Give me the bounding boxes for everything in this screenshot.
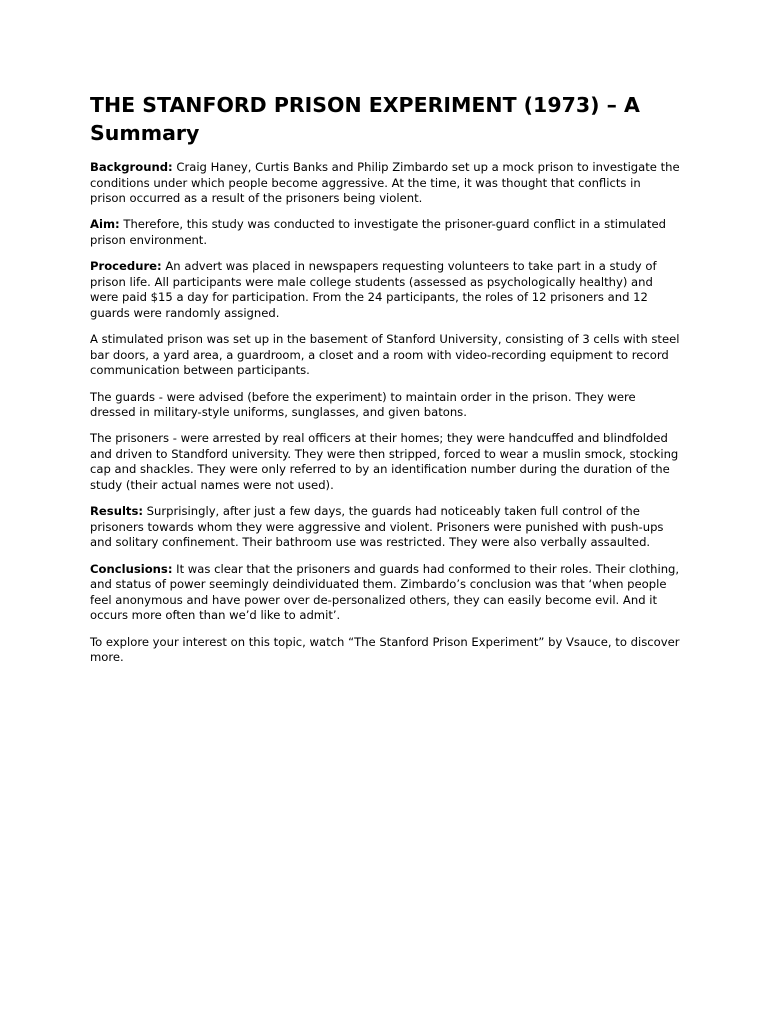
paragraph-prisoners xyxy=(90,431,680,493)
paragraph-results xyxy=(90,504,680,551)
paragraph-text: A stimulated prison was set up in the basement of Stanford University, consisting of 3 cells with steel bar doors, a yard area, a guardroom, a closet and a room with video-recording equipment to record communication between participants. xyxy=(90,332,680,378)
paragraph-text: Therefore, this study was conducted to investigate the prisoner-guard conflict in a stimulated prison environment. xyxy=(90,217,666,247)
paragraph-label: Background: xyxy=(90,160,173,174)
paragraph-label: Results: xyxy=(90,504,143,519)
paragraph-label: Aim: xyxy=(90,217,120,232)
paragraph-label: Procedure: xyxy=(90,259,162,274)
paragraph-aim xyxy=(90,217,680,248)
paragraph-label: Conclusions: xyxy=(90,561,173,576)
paragraph-prison-setup xyxy=(90,332,680,379)
paragraph-text: An advert was placed in newspapers requesting volunteers to take part in a study of prison life. All participants were male college students (assessed as psychologically healthy) and were paid $15 a day for participation. From the 24 participants, the roles of 12 prisoners and 12 guards were randomly assigned. xyxy=(90,259,657,320)
paragraph-guards xyxy=(90,390,680,421)
paragraph-text: Craig Haney, Curtis Banks and Philip Zimbardo set up a mock prison to investigate the conditions under which people become aggressive. At the time, it was thought that conflicts in prison occurred as a result of the prisoners being violent. xyxy=(90,160,680,206)
document-title: THE STANFORD PRISON EXPERIMENT (1973) – A Summary xyxy=(90,93,640,145)
paragraph-background xyxy=(90,160,680,207)
paragraph-text: The prisoners - were arrested by real officers at their homes; they were handcuffed and blindfolded and driven to Standford university. They were then stripped, forced to wear a muslin smock, stocking cap and shackles. They were only referred to by an identification number during the duration of the study (their actual names were not used). xyxy=(90,431,679,493)
paragraph-text: To explore your interest on this topic, watch “The Stanford Prison Experiment” by Vsauce, to discover more. xyxy=(90,634,680,665)
paragraph-procedure xyxy=(90,259,680,321)
paragraph-conclusions xyxy=(90,562,680,624)
paragraph-further-reading xyxy=(90,635,680,666)
paragraph-text: It was clear that the prisoners and guards had conformed to their roles. Their clothing, and status of power seemingly deindividuated them. Zimbardo’s conclusion was that ‘when people feel anonymous and have power over de-personalized others, they can easily become evil. And it occurs more often than we’d like to admit’. xyxy=(90,561,680,623)
paragraph-text: Surprisingly, after just a few days, the guards had noticeably taken full control of the prisoners towards whom they were aggressive and violent. Prisoners were punished with push-ups and solitary confinement. Their bathroom use was restricted. They were also verbally assaulted. xyxy=(90,504,664,550)
document-page xyxy=(90,91,680,676)
paragraph-text: The guards - were advised (before the experiment) to maintain order in the prison. They were dressed in military-style uniforms, sunglasses, and given batons. xyxy=(90,389,636,420)
